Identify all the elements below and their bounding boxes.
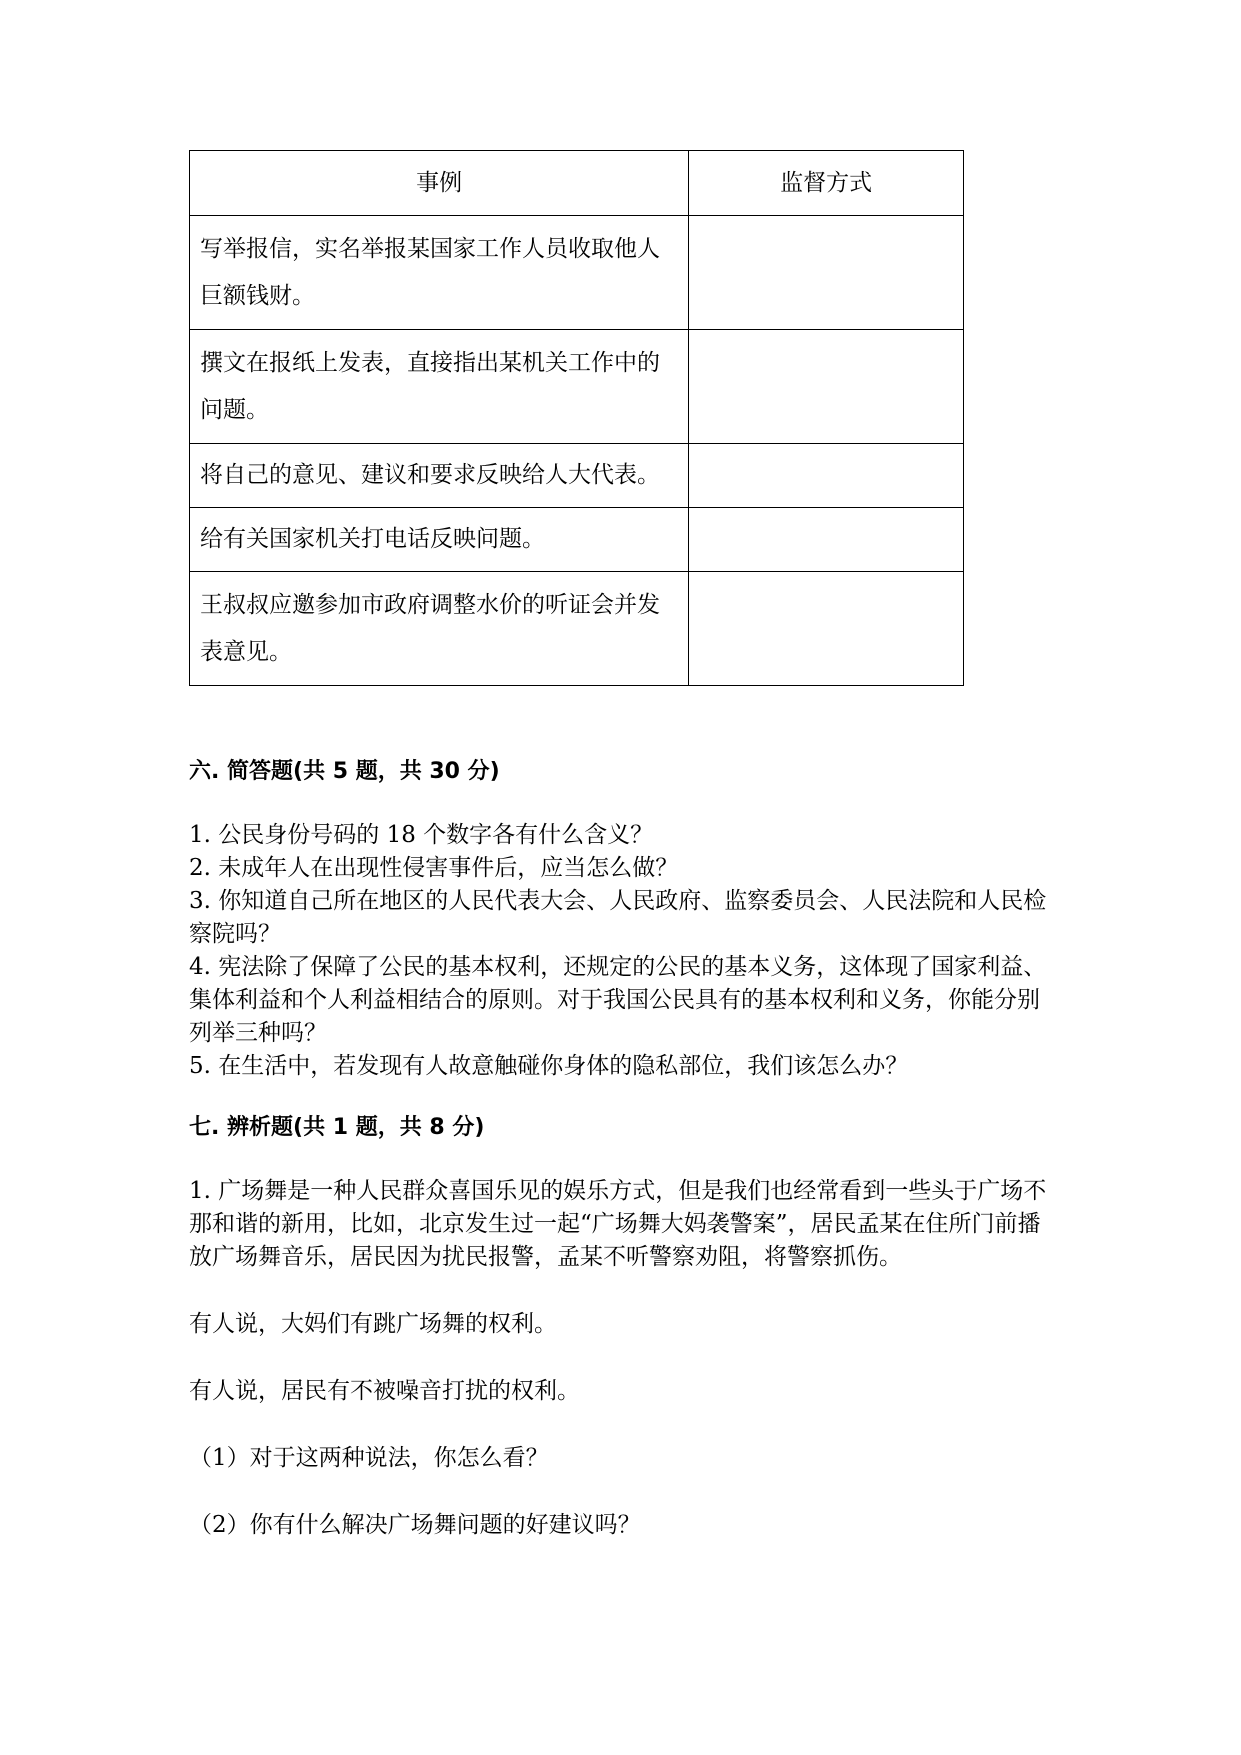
section-analysis [189, 1110, 1049, 1542]
question-item: 1. 公民身份号码的 18 个数字各有什么含义？ [189, 822, 654, 848]
table-row [190, 508, 964, 572]
table-row [190, 216, 964, 330]
section-heading: 七. 辨析题(共 1 题，共 8 分) [189, 1115, 485, 1140]
table-cell-method [689, 330, 964, 444]
opinion-text: 有人说，大妈们有跳广场舞的权利。 [189, 1311, 557, 1337]
table-cell-method [689, 216, 964, 330]
question-item: 5. 在生活中，若发现有人故意触碰你身体的隐私部位，我们该怎么办？ [189, 1053, 909, 1079]
sub-question: （2）你有什么解决广场舞问题的好建议吗？ [189, 1512, 641, 1538]
table-cell-case: 将自己的意见、建议和要求反映给人大代表。 [190, 444, 689, 508]
question-item: 4. 宪法除了保障了公民的基本权利，还规定的公民的基本义务，这体现了国家利益、集体利益和个人利益相结合的原则。对于我国公民具有的基本权利和义务，你能分别列举三种吗？ [189, 954, 1047, 1046]
question-item: 2. 未成年人在出现性侵害事件后，应当怎么做？ [189, 855, 679, 881]
table-cell-method [689, 508, 964, 572]
table-cell-case: 给有关国家机关打电话反映问题。 [190, 508, 689, 572]
table-header-method: 监督方式 [689, 151, 964, 216]
table-row [190, 572, 964, 686]
table-cell-method [689, 572, 964, 686]
sub-question: （1）对于这两种说法，你怎么看？ [189, 1445, 549, 1471]
question-list [189, 819, 1049, 1083]
table-cell-case: 撰文在报纸上发表，直接指出某机关工作中的问题。 [190, 330, 689, 444]
opinion-text: 有人说，居民有不被噪音打扰的权利。 [189, 1378, 580, 1404]
table-cell-case: 王叔叔应邀参加市政府调整水价的听证会并发表意见。 [190, 572, 689, 686]
section-heading: 六. 简答题(共 5 题，共 30 分) [189, 759, 500, 784]
table-cell-case: 写举报信，实名举报某国家工作人员收取他人巨额钱财。 [190, 216, 689, 330]
table-header-row [190, 151, 964, 216]
table-row [190, 330, 964, 444]
section-short-answer [189, 754, 1049, 1083]
question-item: 3. 你知道自己所在地区的人民代表大会、人民政府、监察委员会、人民法院和人民检察院吗？ [189, 888, 1047, 947]
supervision-table [189, 150, 964, 686]
table-header-case: 事例 [190, 151, 689, 216]
table-row [190, 444, 964, 508]
analysis-intro: 1. 广场舞是一种人民群众喜国乐见的娱乐方式，但是我们也经常看到一些头于广场不那和谐的新用，比如，北京发生过一起“广场舞大妈袭警案”，居民孟某在住所门前播放广场舞音乐，居民因为扰民报警，孟某不听警察劝阻，将警察抓伤。 [189, 1178, 1047, 1270]
table-cell-method [689, 444, 964, 508]
